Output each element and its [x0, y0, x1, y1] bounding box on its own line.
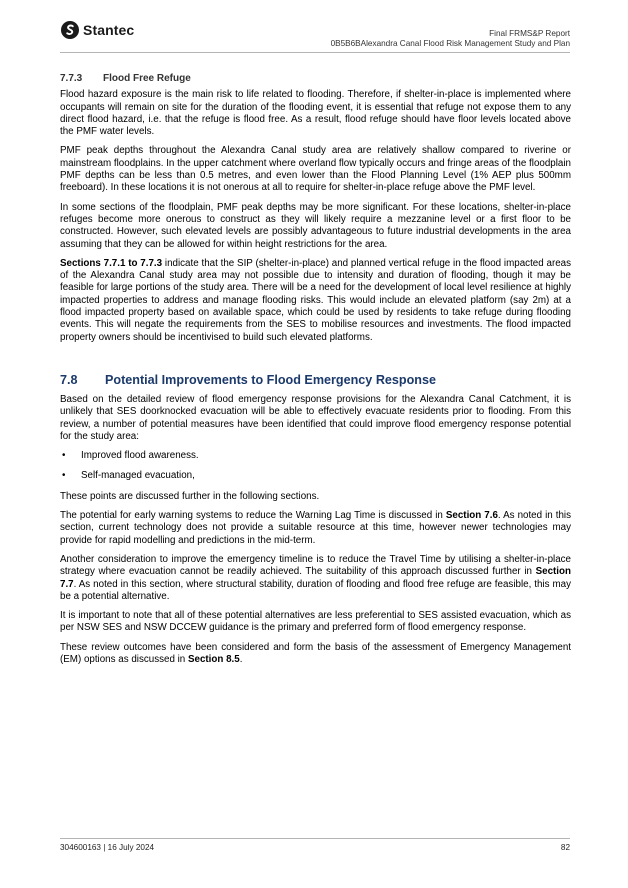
section-reference: Section 7.6 — [445, 510, 498, 522]
list-item: • Self-managed evacuation, — [62, 470, 195, 482]
header-divider — [60, 52, 570, 53]
document-reference: 304600163 | 16 July 2024 — [60, 843, 155, 852]
stantec-logo-icon — [60, 20, 80, 40]
list-item: • Improved flood awareness. — [62, 450, 199, 462]
stantec-logo — [60, 20, 134, 40]
paragraph: Based on the detailed review of flood emergency response provisions for the Alexandra Canal Catchment, it is unlikely that SES doorknocked evacuation will be able to effectively evacuate residents prior to flooding. From this review, a number of potential measures have been identified that could improve flood emergency response potential for the study area: — [60, 393, 571, 442]
report-subtitle: 0B5B6BAlexandra Canal Flood Risk Management Study and Plan — [330, 39, 570, 49]
section-title: Potential Improvements to Flood Emergency Response — [105, 372, 437, 387]
paragraph: Another consideration to improve the emergency timeline is to reduce the Travel Time by utilising a shelter-in-place strategy where evacuation cannot be readily achieved. The suitability of this approach discussed further in Section 7.7. As noted in this section, where structural stability, duration of flooding and flood free refuge are feasible, this may be a potential alternative. — [60, 553, 571, 602]
section-reference: Section 7.7 — [60, 566, 571, 590]
section-heading — [60, 373, 571, 387]
subsection-title: Flood Free Refuge — [103, 73, 191, 84]
paragraph: PMF peak depths throughout the Alexandra Canal study area are relatively shallow compared to riverine or mainstream floodplains. In the upper catchment where overland flow typically occurs and fringe areas of the floodplain PMF depths can be less than 0.5 metres, and even lower than the Flood Planning Level (1% AEP plus 500mm freeboard). In these locations it is not onerous at all to require for shelter-in-place refuge above the PMF level. — [60, 145, 571, 194]
bullet-list — [60, 450, 571, 483]
paragraph: The potential for early warning systems to reduce the Warning Lag Time is discussed in Section 7.6. As noted in this section, current technology does not provide a suitable resource at this time, however newer technologies may provide for rapid modelling and predictions in the mid-term. — [60, 510, 571, 546]
paragraph: In some sections of the floodplain, PMF peak depths may be more significant. For these locations, shelter-in-place refuges become more onerous to construct as they will likely require a mezzanine level or a first floor to be constructed. However, such elevated levels are possibly advantageous to future industrial developments in the area assuming that they can be allowed for within height restrictions for the area. — [60, 201, 571, 250]
subsection-number: 7.7.3 — [60, 73, 83, 84]
subsection-heading — [60, 73, 571, 85]
page-number: 82 — [560, 843, 570, 852]
report-title: Final FRMS&P Report — [489, 29, 570, 38]
paragraph: It is important to note that all of these potential alternatives are less preferential to SES assisted evacuation, which as per NSW SES and NSW DCCEW guidance is the primary and preferred form of flood emergency response. — [60, 610, 571, 634]
section-number: 7.8 — [60, 372, 78, 387]
paragraph: Flood hazard exposure is the main risk to life related to flooding. Therefore, if shelter-in-place is implemented where occupants will remain on site for the duration of the flooding event, it is essential that refuge not expose them to any direct flood hazard, i.e. that the refuge is flood free. As a result, flood refuge should have floor levels located above the PMF water levels. — [60, 89, 571, 138]
paragraph: Sections 7.7.1 to 7.7.3 indicate that the SIP (shelter-in-place) and planned vertical refuge in the flood impacted areas of the Alexandra Canal study area may not possible due to intensity and duration of flooding, though it may be feasible for large portions of the study area. There will be a need for the development of local level resilience at highly impacted properties to address and manage flooding risks. This would include an elevated platform (say 2m) at a flood impacted property based on available space, which could be used by residents to take refuge during flooding events. This will negate the requirements from the SES to mobilise resources and investments. The flood impacted property owners should be incentivised to build such elevated platforms. — [60, 257, 571, 343]
section-reference: Section 8.5 — [187, 653, 240, 665]
logo-text: Stantec — [83, 22, 135, 38]
section-reference: Sections 7.7.1 to 7.7.3 — [60, 257, 163, 269]
bullet-icon: • — [62, 450, 66, 462]
paragraph: These points are discussed further in the following sections. — [60, 490, 320, 502]
footer-divider — [60, 838, 570, 839]
report-info — [331, 29, 570, 50]
page-header — [60, 18, 570, 50]
paragraph: These review outcomes have been considered and form the basis of the assessment of Emergency Management (EM) options as discussed in Section 8.5. — [60, 641, 571, 665]
page-body — [60, 73, 571, 673]
bullet-icon: • — [62, 470, 66, 482]
